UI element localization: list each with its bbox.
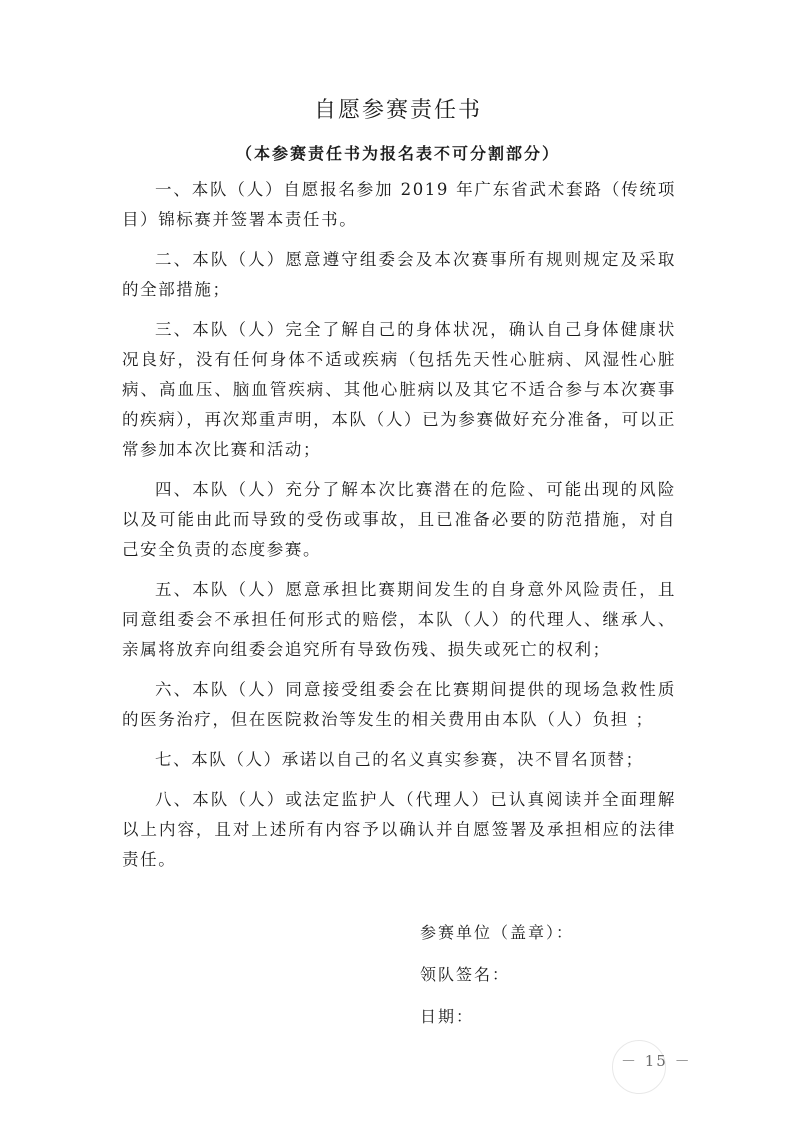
document-body xyxy=(122,175,676,885)
document-title: 自愿参赛责任书 xyxy=(313,98,482,123)
document-subtitle: （本参赛责任书为报名表不可分割部分） xyxy=(235,144,560,163)
paragraph-6: 六、本队（人）同意接受组委会在比赛期间提供的现场急救性质的医务治疗，但在医院救治等发生的相关费用由本队（人）负担 ； xyxy=(122,680,676,729)
paragraph-3: 三、本队（人）完全了解自己的身体状况，确认自己身体健康状况良好，没有任何身体不适或疾病（包括先天性心脏病、风湿性心脏病、高血压、脑血管疾病、其他心脏病以及其它不适合参与本次赛事的疾病），再次郑重声明，本队（人）已为参赛做好充分准备，可以正常参加本次比赛和活动； xyxy=(122,320,676,459)
signature-leader-label: 领队签名： xyxy=(420,965,511,984)
paragraph-8: 八、本队（人）或法定监护人（代理人）已认真阅读并全面理解以上内容，且对上述所有内容予以确认并自愿签署及承担相应的法律责任。 xyxy=(122,790,676,869)
paragraph-4: 四、本队（人）充分了解本次比赛潜在的危险、可能出现的风险以及可能由此而导致的受伤或事故，且已准备必要的防范措施，对自己安全负责的态度参赛。 xyxy=(122,480,676,559)
page-number: － 15 － xyxy=(621,1052,692,1070)
paragraph-7: 七、本队（人）承诺以自己的名义真实参赛，决不冒名顶替； xyxy=(155,750,644,769)
paragraph-5: 五、本队（人）愿意承担比赛期间发生的自身意外风险责任，且同意组委会不承担任何形式的赔偿，本队（人）的代理人、继承人、亲属将放弃向组委会追究所有导致伤残、损失或死亡的权利； xyxy=(122,580,676,659)
paragraph-2: 二、本队（人）愿意遵守组委会及本次赛事所有规则规定及采取的全部措施； xyxy=(122,250,676,299)
paragraph-1: 一、本队（人）自愿报名参加 2019 年广东省武术套路（传统项目）锦标赛并签署本责任书。 xyxy=(122,180,676,229)
signature-date-label: 日期： xyxy=(420,1007,475,1026)
signature-unit-label: 参赛单位（盖章）： xyxy=(420,923,575,942)
